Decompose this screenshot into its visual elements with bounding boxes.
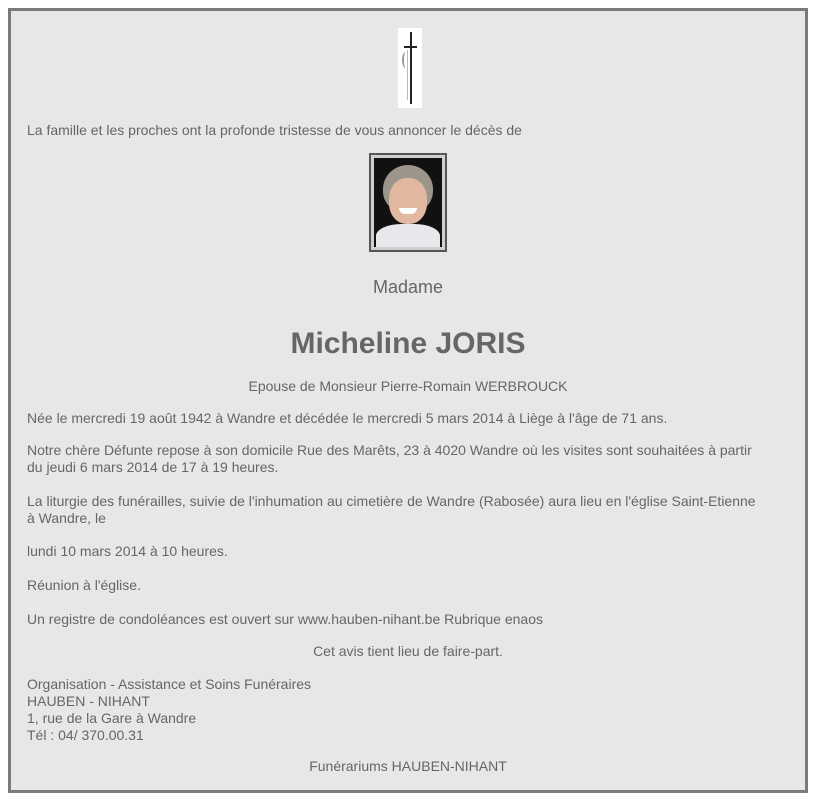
- footer-text: Funérariums HAUBEN-NIHANT: [309, 758, 507, 774]
- funeral-date: lundi 10 mars 2014 à 10 heures.: [27, 543, 228, 559]
- reunion-text: Réunion à l'église.: [27, 577, 141, 593]
- spouse-line: Epouse de Monsieur Pierre-Romain WERBROUCK: [248, 378, 568, 394]
- intro-text: La famille et les proches ont la profonde tristesse de vous annoncer le décès de: [27, 122, 522, 138]
- notice-text: Cet avis tient lieu de faire-part.: [313, 643, 503, 659]
- portrait-photo: [369, 153, 447, 252]
- organisation-line-2: HAUBEN - NIHANT: [27, 693, 150, 709]
- liturgy-line-1: La liturgie des funérailles, suivie de l'inhumation au cimetière de Wandre (Rabosée) aura lieu en l'église Saint-Etienne: [27, 493, 756, 509]
- cross-icon: [398, 28, 422, 108]
- rest-line-1: Notre chère Défunte repose à son domicile Rue des Marêts, 23 à 4020 Wandre où les visites sont souhaitées à partir: [27, 442, 752, 458]
- rest-line-2: du jeudi 6 mars 2014 de 17 à 19 heures.: [27, 459, 279, 475]
- organisation-phone: Tél : 04/ 370.00.31: [27, 727, 144, 743]
- birth-death-line: Née le mercredi 19 août 1942 à Wandre et décédée le mercredi 5 mars 2014 à Liège à l'âge de 71 ans.: [27, 410, 668, 426]
- organisation-address: 1, rue de la Gare à Wandre: [27, 710, 197, 726]
- organisation-line-1: Organisation - Assistance et Soins Funéraires: [27, 676, 312, 692]
- obituary-card: [8, 8, 808, 793]
- condolence-registry: Un registre de condoléances est ouvert sur www.hauben-nihant.be Rubrique enaos: [27, 611, 543, 627]
- deceased-name: Micheline JORIS: [290, 327, 526, 360]
- liturgy-line-2: à Wandre, le: [27, 510, 106, 526]
- honorific: Madame: [372, 277, 444, 297]
